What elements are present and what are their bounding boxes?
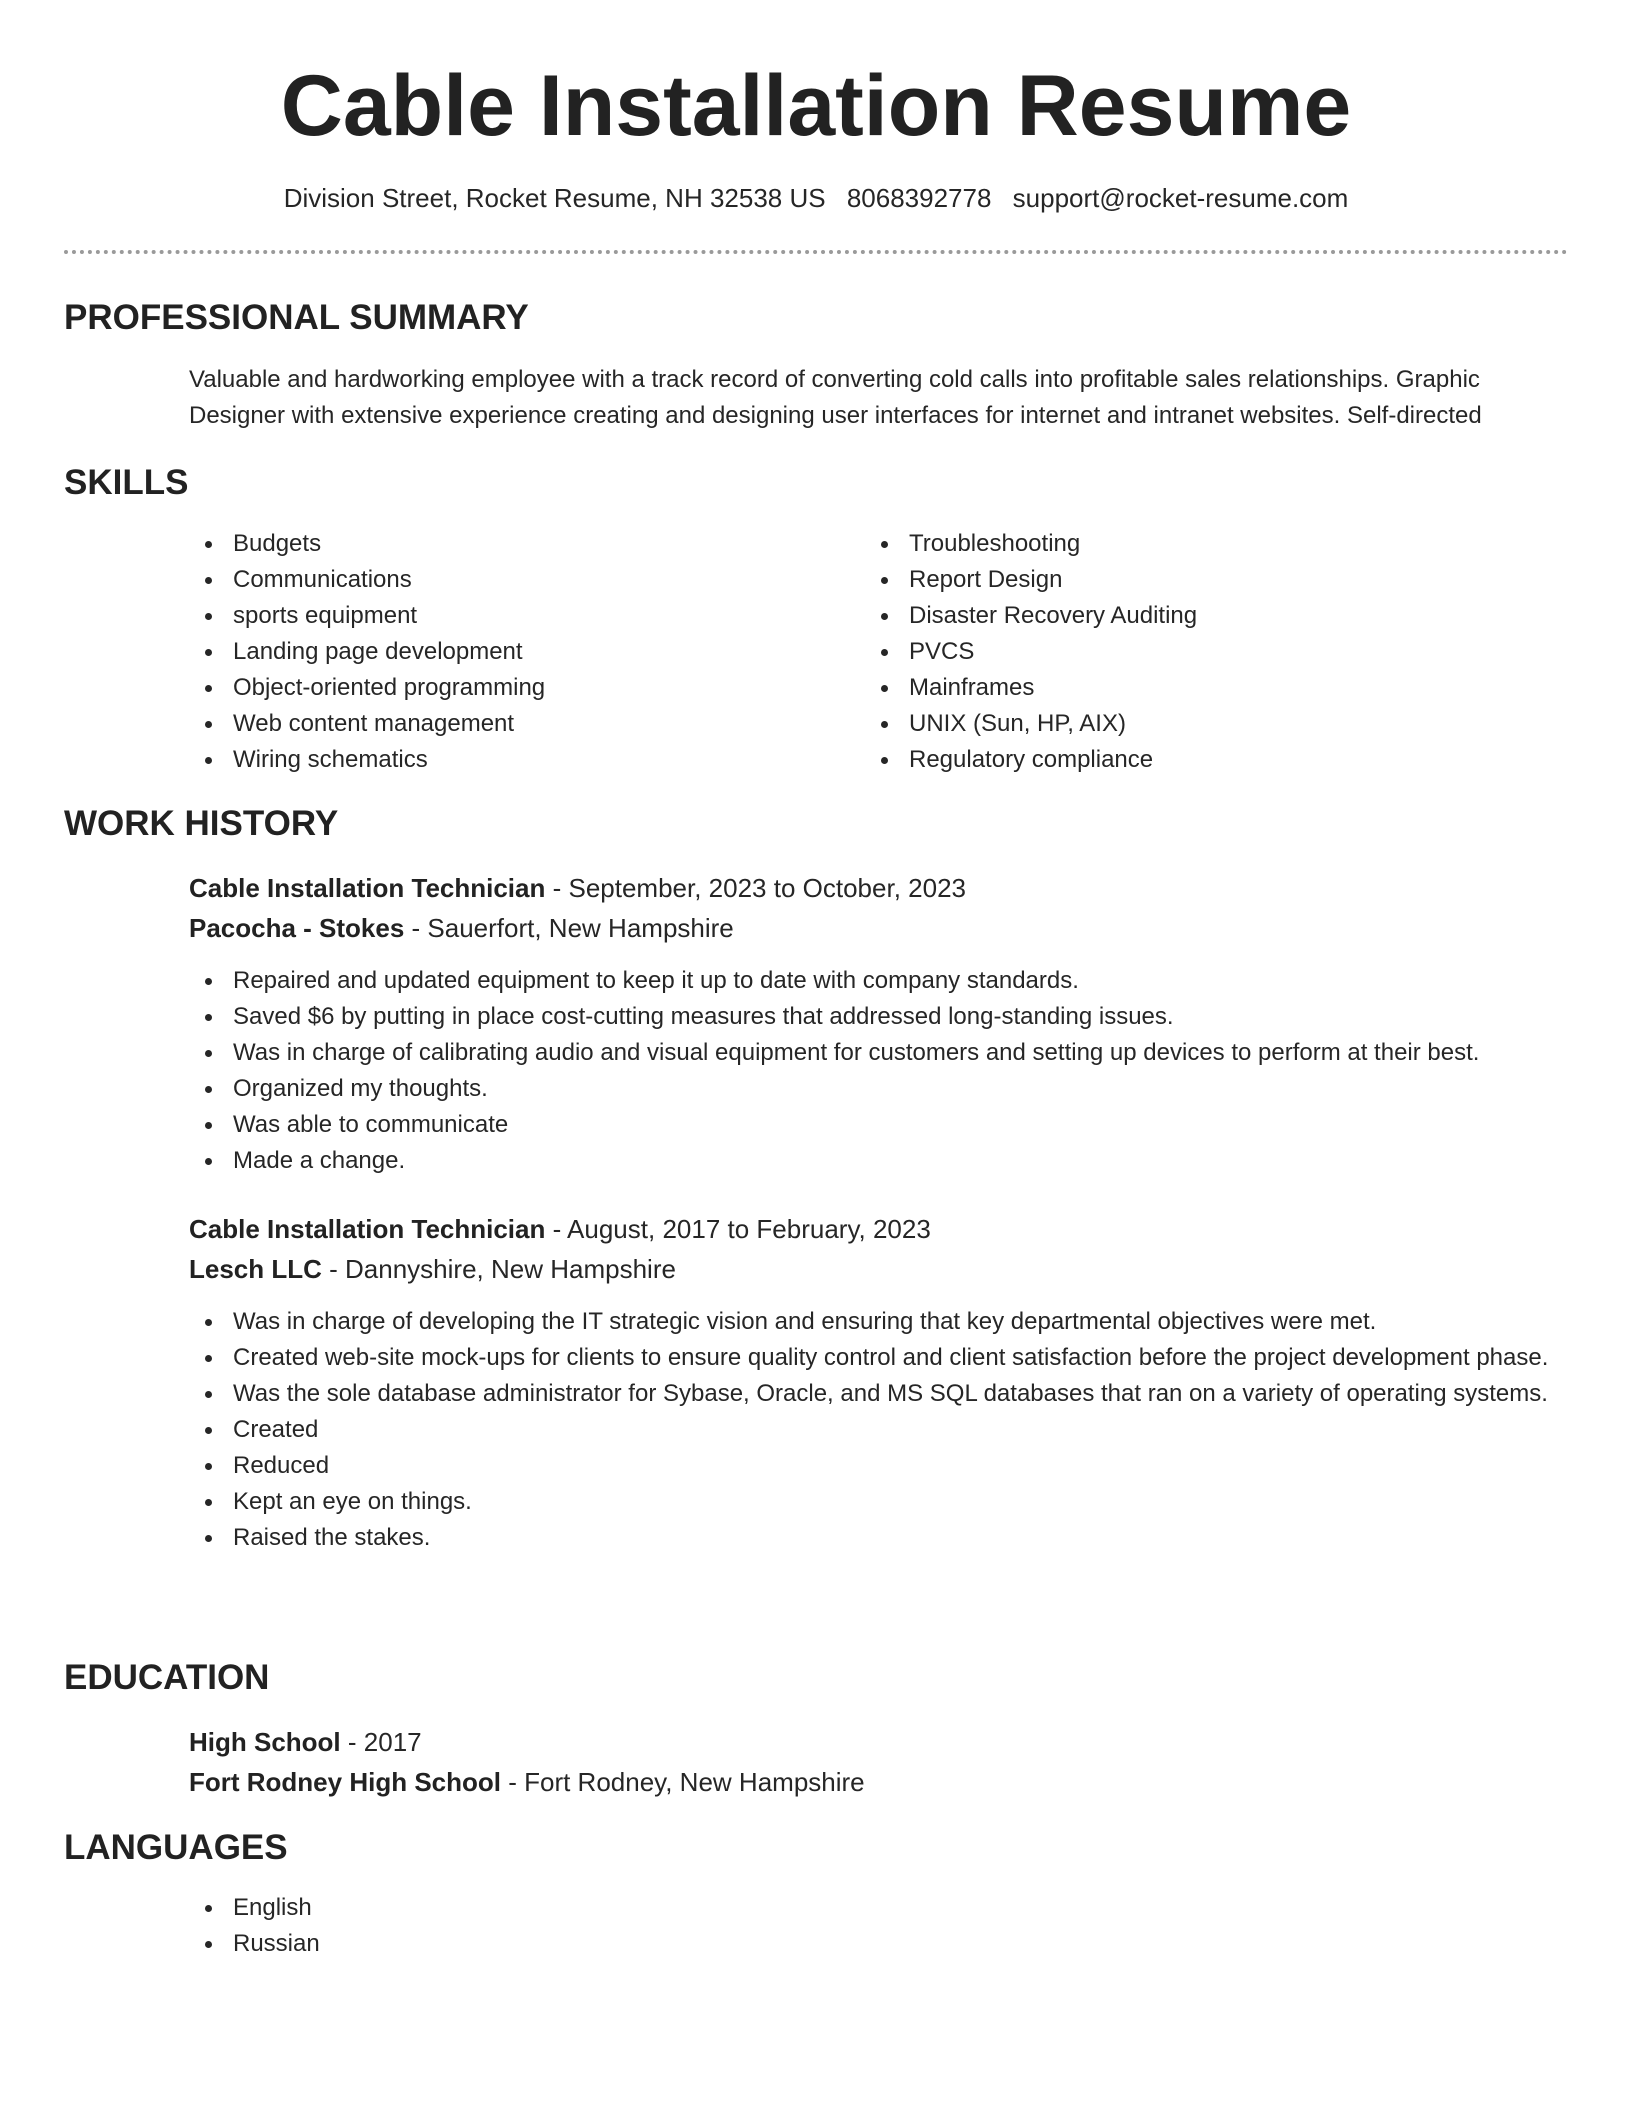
skill-item: Wiring schematics — [189, 742, 849, 778]
language-item: Russian — [189, 1926, 849, 1962]
section-title-summary: PROFESSIONAL SUMMARY — [64, 298, 529, 337]
job-title: Cable Installation Technician — [189, 1214, 546, 1244]
job-duty-item: Created — [189, 1412, 1569, 1448]
education-year: - 2017 — [340, 1727, 422, 1757]
job-duty-item: Created web-site mock-ups for clients to ensure quality control and client satisfaction before the project development phase. — [189, 1340, 1569, 1376]
section-title-education: EDUCATION — [64, 1658, 270, 1697]
skill-item: sports equipment — [189, 598, 849, 634]
education-degree: High School — [189, 1727, 341, 1757]
job-duty-item: Saved $6 by putting in place cost-cutting measures that addressed long-standing issues. — [189, 999, 1569, 1035]
skill-item: Regulatory compliance — [865, 742, 1525, 778]
skill-item: Mainframes — [865, 670, 1525, 706]
contact-line — [0, 180, 1632, 216]
job-duty-item: Was in charge of developing the IT strategic vision and ensuring that key departmental objectives were met. — [189, 1304, 1569, 1340]
job-duty-item: Made a change. — [189, 1143, 1569, 1179]
job-duties-list — [189, 963, 1569, 1179]
skill-item: Disaster Recovery Auditing — [865, 598, 1525, 634]
contact-email: support@rocket-resume.com — [1012, 183, 1349, 213]
language-item: English — [189, 1890, 849, 1926]
summary-text: Valuable and hardworking employee with a track record of converting cold calls into profitable sales relationships. Graphic Designer with extensive experience creating and designing user interfaces for internet and intranet websites. Self-directed — [189, 366, 1482, 429]
job-duty-item: Was able to communicate — [189, 1107, 1569, 1143]
section-title-skills: SKILLS — [64, 463, 189, 502]
job-duty-item: Raised the stakes. — [189, 1520, 1569, 1556]
skill-item: PVCS — [865, 634, 1525, 670]
job-duties-list — [189, 1304, 1569, 1556]
job-company: Lesch LLC — [189, 1254, 322, 1284]
languages-list — [189, 1890, 849, 1962]
education-location: - Fort Rodney, New Hampshire — [501, 1767, 865, 1797]
job-title-line — [189, 868, 966, 908]
job-title-line — [189, 1209, 931, 1249]
job-duty-item: Was the sole database administrator for Sybase, Oracle, and MS SQL databases that ran on a variety of operating systems. — [189, 1376, 1569, 1412]
job-duty-item: Repaired and updated equipment to keep it up to date with company standards. — [189, 963, 1569, 999]
languages-column — [189, 1890, 849, 1962]
job-duty-item: Reduced — [189, 1448, 1569, 1484]
education-school: Fort Rodney High School — [189, 1767, 501, 1797]
education-degree-line — [189, 1722, 422, 1762]
job-duty-item: Kept an eye on things. — [189, 1484, 1569, 1520]
section-title-languages: LANGUAGES — [64, 1828, 288, 1867]
contact-address: Division Street, Rocket Resume, NH 32538 US — [283, 183, 826, 213]
skills-column-left — [189, 526, 849, 778]
skills-column-right — [865, 526, 1525, 778]
skills-list-right — [865, 526, 1525, 778]
job-location: - Dannyshire, New Hampshire — [321, 1254, 676, 1284]
job-duties — [189, 963, 1569, 1179]
skill-item: Object-oriented programming — [189, 670, 849, 706]
skill-item: Landing page development — [189, 634, 849, 670]
header-divider — [64, 250, 1568, 254]
job-dates: - September, 2023 to October, 2023 — [545, 873, 966, 903]
section-title-work: WORK HISTORY — [64, 804, 339, 843]
skill-item: Communications — [189, 562, 849, 598]
skill-item: UNIX (Sun, HP, AIX) — [865, 706, 1525, 742]
job-duty-item: Organized my thoughts. — [189, 1071, 1569, 1107]
skill-item: Web content management — [189, 706, 849, 742]
education-school-line — [189, 1762, 865, 1802]
contact-phone: 8068392778 — [846, 183, 992, 213]
job-title: Cable Installation Technician — [189, 873, 546, 903]
resume-title: Cable Installation Resume — [280, 58, 1352, 154]
skill-item: Report Design — [865, 562, 1525, 598]
job-location: - Sauerfort, New Hampshire — [404, 913, 734, 943]
skills-list-left — [189, 526, 849, 778]
job-duties — [189, 1304, 1569, 1556]
skill-item: Budgets — [189, 526, 849, 562]
job-company: Pacocha - Stokes — [189, 913, 405, 943]
job-duty-item: Was in charge of calibrating audio and visual equipment for customers and setting up devices to perform at their best. — [189, 1035, 1569, 1071]
job-dates: - August, 2017 to February, 2023 — [545, 1214, 931, 1244]
job-company-line — [189, 908, 734, 948]
job-company-line — [189, 1249, 676, 1289]
skill-item: Troubleshooting — [865, 526, 1525, 562]
